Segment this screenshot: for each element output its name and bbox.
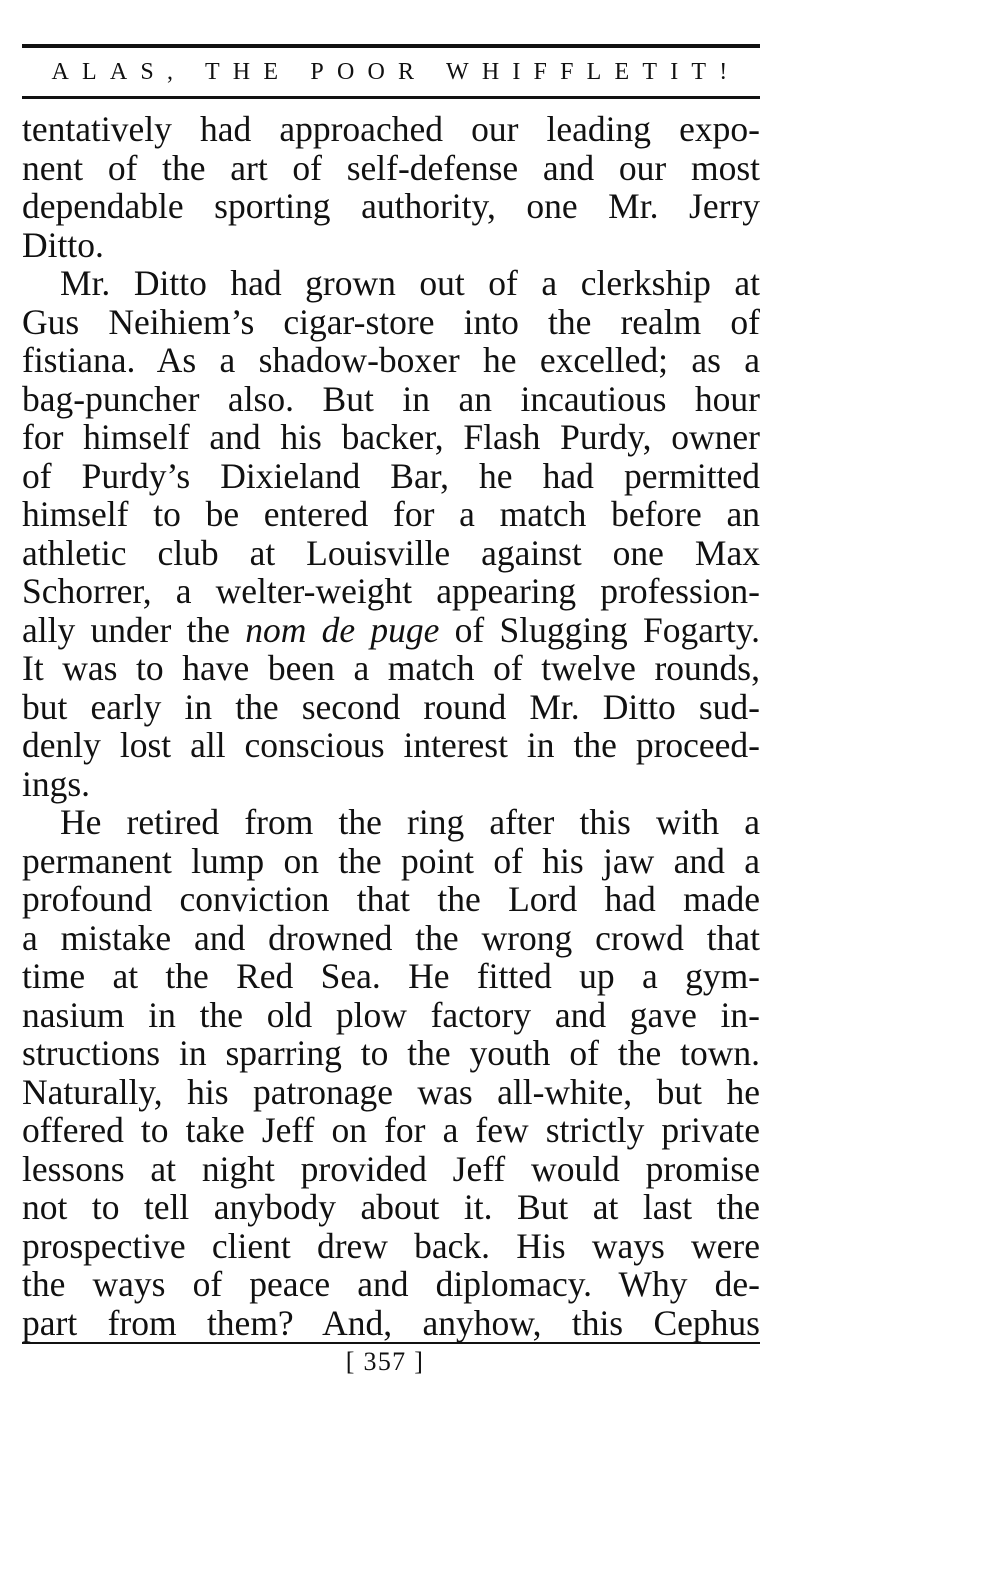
text-line: bag-puncher also. But in an incautious hour: [22, 378, 760, 419]
text-line: Gus Neihiem’s cigar-store into the realm of: [22, 301, 760, 342]
page-number: [ 357 ]: [345, 1347, 425, 1376]
text-line: but early in the second round Mr. Ditto sud-: [22, 686, 760, 727]
text-line: of Purdy’s Dixieland Bar, he had permitted: [22, 455, 760, 496]
text-line: dependable sporting authority, one Mr. Jerry: [22, 186, 760, 226]
paragraph-3: [22, 803, 760, 1342]
text-line: Ditto.: [22, 224, 104, 265]
text-line-with-italic: [22, 611, 760, 650]
book-page: [22, 44, 760, 1380]
text-line: part from them? And, anyhow, this Cephus: [22, 1302, 760, 1343]
text-line: not to tell anybody about it. But at last the: [22, 1187, 760, 1227]
text-segment: ally under the: [22, 609, 246, 650]
text-line: ings.: [22, 763, 91, 804]
text-line: It was to have been a match of twelve rounds,: [22, 648, 760, 688]
text-line: Mr. Ditto had grown out of a clerkship at: [60, 263, 760, 303]
text-line: tentatively had approached our leading expo-: [22, 109, 760, 149]
text-segment: of Slugging Fogarty.: [439, 609, 761, 650]
text-line: for himself and his backer, Flash Purdy, owner: [22, 417, 760, 457]
body-text: [22, 110, 760, 1342]
text-line: offered to take Jeff on for a few strictly private: [22, 1110, 760, 1150]
italic-phrase: nom de puge: [245, 609, 440, 650]
text-line: the ways of peace and diplomacy. Why de-: [22, 1264, 760, 1304]
text-line: permanent lump on the point of his jaw and a: [22, 840, 760, 881]
running-head: ALAS, THE POOR WHIFFLETIT!: [51, 59, 741, 85]
text-line: fistiana. As a shadow-boxer he excelled; as a: [22, 340, 760, 380]
text-line: himself to be entered for a match before an: [22, 494, 760, 534]
text-line: structions in sparring to the youth of the town.: [22, 1033, 760, 1073]
text-line: lessons at night provided Jeff would promise: [22, 1148, 760, 1189]
text-line: prospective client drew back. His ways were: [22, 1225, 760, 1266]
paragraph-1: [22, 110, 760, 264]
text-line: nent of the art of self-defense and our most: [22, 147, 760, 188]
paragraph-2: [22, 264, 760, 803]
text-line: profound conviction that the Lord had made: [22, 879, 760, 919]
text-line: He retired from the ring after this with a: [60, 802, 760, 842]
text-line: a mistake and drowned the wrong crowd that: [22, 917, 760, 958]
text-line: denly lost all conscious interest in the proceed-: [22, 725, 760, 765]
text-line: nasium in the old plow factory and gave in-: [22, 994, 760, 1035]
text-line: athletic club at Louisville against one Max: [22, 532, 760, 573]
header-rule: [22, 96, 760, 99]
text-line: Naturally, his patronage was all-white, but he: [22, 1071, 760, 1112]
text-line: Schorrer, a welter-weight appearing profession-: [22, 571, 760, 611]
text-line: time at the Red Sea. He fitted up a gym-: [22, 956, 760, 996]
